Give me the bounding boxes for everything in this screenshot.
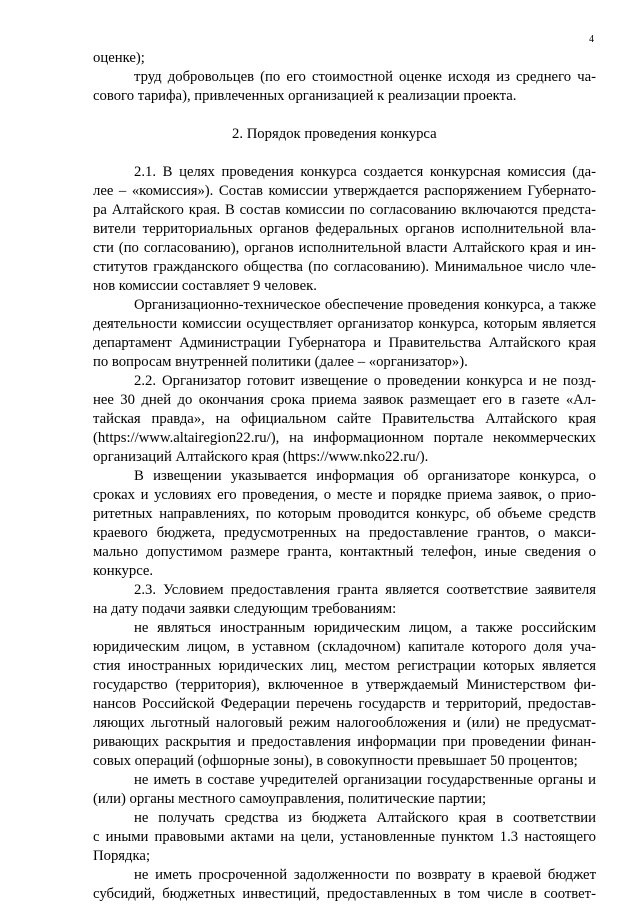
text-line: (https://www.altairegion22.ru/), на информационном портале некоммерческих: [93, 430, 596, 446]
page-number: 4: [589, 34, 594, 45]
text-line: по вопросам внутренней политики (далее – «организатор»).: [93, 354, 468, 370]
text-line: ра Алтайского края. В состав комиссии по согласованию включаются предста-: [93, 202, 596, 218]
text-line: труд добровольцев (по его стоимостной оценке исходя из среднего ча-: [134, 69, 596, 85]
text-line: департамент Администрации Губернатора и Правительства Алтайского края: [93, 335, 596, 351]
text-line: 2.2. Организатор готовит извещение о проведении конкурса и не позд-: [134, 373, 596, 389]
text-line: ститутов гражданского общества (по согласованию). Минимальное число чле-: [93, 259, 596, 275]
text-line: не иметь просроченной задолженности по возврату в краевой бюджет: [134, 867, 596, 883]
text-line: государство (территория), включенное в утверждаемый Министерством фи-: [93, 677, 596, 693]
text-line: нов комиссии составляет 9 человек.: [93, 278, 317, 294]
text-line: мально допустимом размере гранта, контактный телефон, иные сведения о: [93, 544, 596, 560]
text-line: конкурсе.: [93, 563, 154, 579]
text-line: не получать средства из бюджета Алтайского края в соответствии: [134, 810, 596, 826]
text-line: не являться иностранным юридическим лицом, а также российским: [134, 620, 596, 636]
text-line: субсидий, бюджетных инвестиций, предоставленных в том числе в соответ-: [93, 886, 596, 902]
text-line: В извещении указывается информация об организаторе конкурса, о: [134, 468, 596, 484]
text-line: 2.1. В целях проведения конкурса создается конкурсная комиссия (да-: [134, 164, 596, 180]
text-line: организаций Алтайского края (https://www.nko22.ru/).: [93, 449, 429, 465]
text-line: оценке);: [93, 50, 145, 66]
text-line: вители территориальных органов федеральных органов исполнительной вла-: [93, 221, 596, 237]
text-line: ляющих льготный налоговый режим налогообложения и (или) не предусмат-: [93, 715, 596, 731]
text-line: не иметь в составе учредителей организации государственные органы и: [134, 772, 596, 788]
text-line: лее – «комиссия»). Состав комиссии утверждается распоряжением Губернато-: [93, 183, 596, 199]
text-line: 2. Порядок проведения конкурса: [232, 126, 437, 142]
text-line: ривающих раскрытия и предоставления информации при проведении финан-: [93, 734, 596, 750]
text-line: (или) органы местного самоуправления, политические партии;: [93, 791, 487, 807]
text-line: с иными правовыми актами на цели, установленные пунктом 1.3 настоящего: [93, 829, 596, 845]
text-line: нансов Российской Федерации перечень государств и территорий, предостав-: [93, 696, 596, 712]
text-line: на дату подачи заявки следующим требованиям:: [93, 601, 397, 617]
text-line: нее 30 дней до окончания срока приема заявок размещает его в газете «Ал-: [93, 392, 596, 408]
text-line: тайская правда», на официальном сайте Правительства Алтайского края: [93, 411, 596, 427]
text-line: Порядка;: [93, 848, 151, 864]
text-line: стия иностранных юридических лиц, местом регистрации которых является: [93, 658, 596, 674]
text-line: юридическим лицом, в уставном (складочном) капитале которого доля уча-: [93, 639, 596, 655]
text-line: деятельности комиссии осуществляет организатор конкурса, которым является: [93, 316, 596, 332]
text-line: сового тарифа), привлеченных организацией к реализации проекта.: [93, 88, 517, 104]
text-line: 2.3. Условием предоставления гранта является соответствие заявителя: [134, 582, 596, 598]
text-line: сти (по согласованию), органов исполнительной власти Алтайского края и ин-: [93, 240, 596, 256]
text-line: Организационно-техническое обеспечение проведения конкурса, а также: [134, 297, 596, 313]
text-line: совых операций (офшорные зоны), в совокупности превышает 50 процентов;: [93, 753, 578, 769]
text-line: краевого бюджета, предусмотренных на предоставление грантов, о макси-: [93, 525, 596, 541]
text-line: сроках и условиях его проведения, о месте и порядке приема заявок, о прио-: [93, 487, 596, 503]
text-line: ритетных направлениях, по которым проводится конкурс, об объеме средств: [93, 506, 596, 522]
